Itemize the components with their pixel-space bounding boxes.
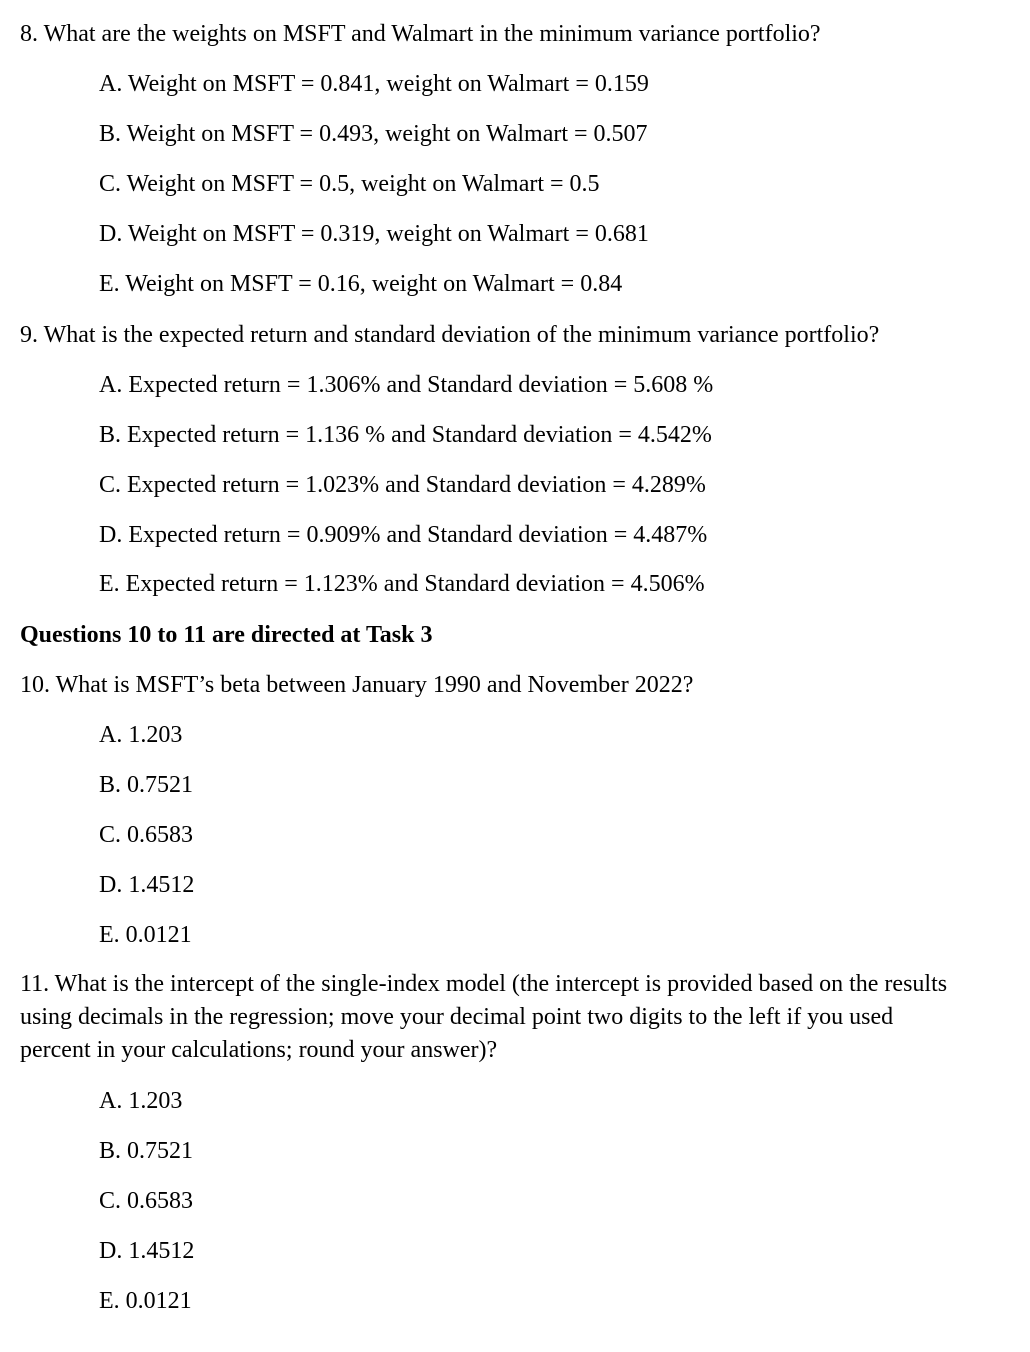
question-11-line-2: using decimals in the regression; move your decimal point two digits to the left if you used — [20, 1004, 894, 1030]
q8-option-e: E. Weight on MSFT = 0.16, weight on Walmart = 0.84 — [99, 271, 623, 297]
question-8-text: 8. What are the weights on MSFT and Walmart in the minimum variance portfolio? — [20, 21, 821, 47]
q10-option-d: D. 1.4512 — [99, 872, 195, 898]
section-heading: Questions 10 to 11 are directed at Task 3 — [20, 622, 433, 648]
question-11-text — [20, 968, 1030, 1067]
q10-option-a: A. 1.203 — [99, 722, 183, 748]
q9-option-e: E. Expected return = 1.123% and Standard deviation = 4.506% — [99, 571, 705, 597]
q8-option-b: B. Weight on MSFT = 0.493, weight on Walmart = 0.507 — [99, 121, 648, 147]
q9-option-b: B. Expected return = 1.136 % and Standard deviation = 4.542% — [99, 422, 712, 448]
question-11-line-3: percent in your calculations; round your answer)? — [20, 1037, 498, 1063]
q9-option-a: A. Expected return = 1.306% and Standard deviation = 5.608 % — [99, 372, 714, 398]
question-11-line-1: 11. What is the intercept of the single-index model (the intercept is provided based on the results — [20, 971, 948, 997]
q8-option-d: D. Weight on MSFT = 0.319, weight on Walmart = 0.681 — [99, 221, 649, 247]
q11-option-c: C. 0.6583 — [99, 1188, 194, 1214]
q11-option-a: A. 1.203 — [99, 1088, 183, 1114]
q10-option-e: E. 0.0121 — [99, 922, 192, 948]
q8-option-a: A. Weight on MSFT = 0.841, weight on Walmart = 0.159 — [99, 71, 649, 97]
q11-option-d: D. 1.4512 — [99, 1238, 195, 1264]
q11-option-b: B. 0.7521 — [99, 1138, 194, 1164]
q11-option-e: E. 0.0121 — [99, 1288, 192, 1314]
question-9-text: 9. What is the expected return and standard deviation of the minimum variance portfolio? — [20, 322, 880, 348]
q8-option-c: C. Weight on MSFT = 0.5, weight on Walmart = 0.5 — [99, 171, 600, 197]
q9-option-d: D. Expected return = 0.909% and Standard deviation = 4.487% — [99, 522, 708, 548]
q10-option-b: B. 0.7521 — [99, 772, 194, 798]
q10-option-c: C. 0.6583 — [99, 822, 194, 848]
q9-option-c: C. Expected return = 1.023% and Standard deviation = 4.289% — [99, 472, 706, 498]
question-10-text: 10. What is MSFT’s beta between January 1990 and November 2022? — [20, 672, 694, 698]
